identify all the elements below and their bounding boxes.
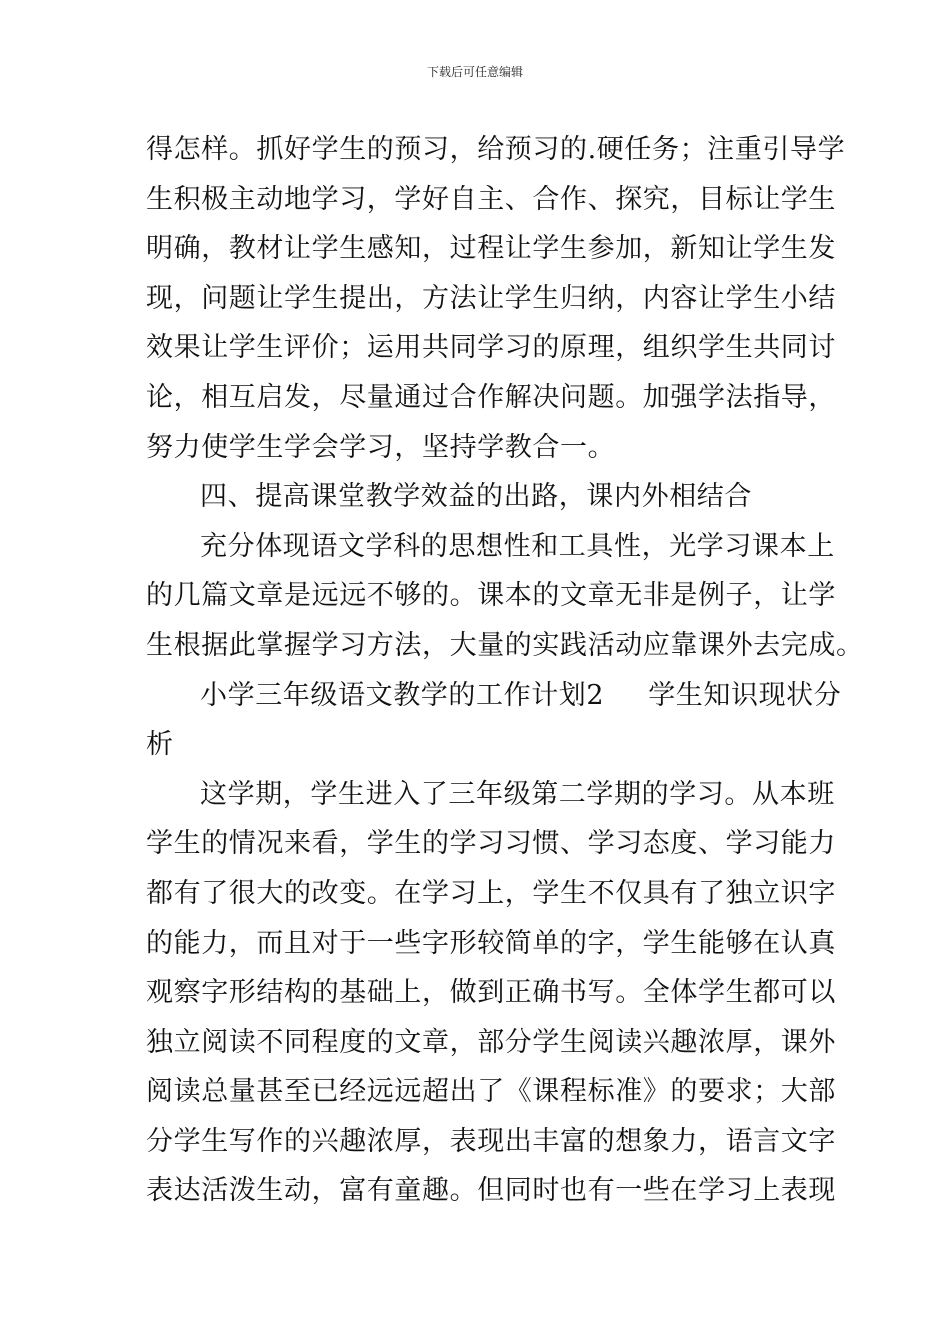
text-line: 的能力，而且对于一些字形较简单的字，学生能够在认真 [146,927,836,959]
text-line: 生根据此掌握学习方法，大量的实践活动应靠课外去完成。 [146,629,864,661]
text-line: 论，相互启发，尽量通过合作解决问题。加强学法指导， [146,381,836,413]
text-line: 学生的情况来看，学生的学习习惯、学习态度、学习能力 [146,828,836,860]
text-line: 独立阅读不同程度的文章，部分学生阅读兴趣浓厚，课外 [146,1026,836,1058]
text-line: 的几篇文章是远远不够的。课本的文章无非是例子，让学 [146,580,836,612]
document-title: 小学三年级语文教学的工作计划2 [200,679,605,711]
subheading: 学生知识现状分 [648,679,842,711]
text-line: 都有了很大的改变。在学习上，学生不仅具有了独立识字 [146,877,836,909]
text-line: 阅读总量甚至已经远远超出了《课程标准》的要求；大部 [146,1076,836,1108]
document-title-line [146,671,842,721]
text-line: 生积极主动地学习，学好自主、合作、探究，目标让学生 [146,183,836,215]
text-line: 效果让学生评价；运用共同学习的原理，组织学生共同讨 [146,332,836,364]
section-heading: 四、提高课堂教学效益的出路，课内外相结合 [200,481,752,513]
text-line: 析 [146,729,174,761]
text-line: 充分体现语文学科的思想性和工具性，光学习课本上 [200,530,835,562]
text-line: 表达活泼生动，富有童趣。但同时也有一些在学习上表现 [146,1175,836,1207]
text-line: 这学期，学生进入了三年级第二学期的学习。从本班 [200,778,835,810]
text-line: 分学生写作的兴趣浓厚，表现出丰富的想象力，语言文字 [146,1125,836,1157]
text-line: 得怎样。抓好学生的预习，给预习的.硬任务；注重引导学 [146,134,846,165]
text-line: 明确，教材让学生感知，过程让学生参加，新知让学生发 [146,233,836,265]
document-body [146,125,864,1216]
page-header: 下载后可任意编辑 [426,65,523,79]
text-line: 努力使学生学会学习，坚持学教合一。 [146,431,616,463]
text-line: 观察字形结构的基础上，做到正确书写。全体学生都可以 [146,977,836,1009]
text-line: 现，问题让学生提出，方法让学生归纳，内容让学生小结 [146,282,836,314]
